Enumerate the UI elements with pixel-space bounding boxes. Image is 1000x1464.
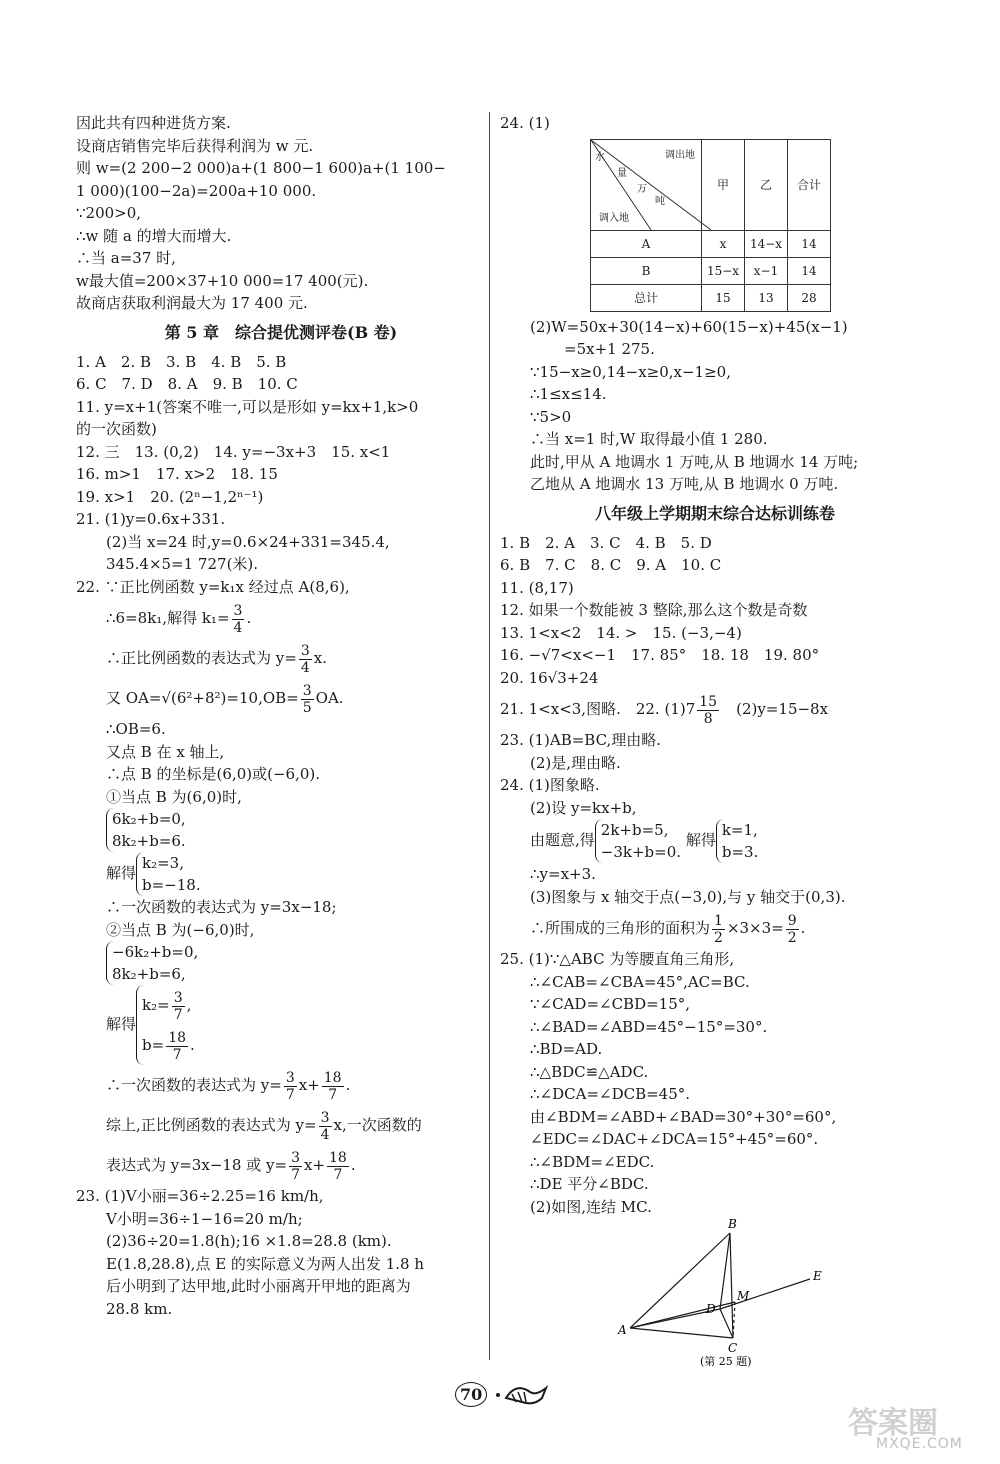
answer-line: 又点 B 在 x 轴上, <box>106 742 225 761</box>
answer-line: E(1.8,28.8),点 E 的实际意义为两人出发 1.8 h <box>106 1254 424 1273</box>
equation-system: 由题意,得 2k+b=5, −3k+b=0. 解得 k=1, b=3. <box>530 821 759 861</box>
table-row <box>591 257 831 284</box>
answer-line: 16. −√7<x<−1 17. 85° 18. 18 19. 80° <box>500 646 820 664</box>
text-line: ∴当 a=37 时, <box>76 249 176 267</box>
answer-line: 23. (1)V小丽=36÷2.25=16 km/h, <box>76 1187 324 1205</box>
table-diagonal-header <box>591 139 702 230</box>
answer-line: 此时,甲从 A 地调水 1 万吨,从 B 地调水 14 万吨; <box>530 452 859 471</box>
answer-line: 表达式为 y=3x−18 或 y= $\frac{3}{7}$ x+ $\frac{18}{7}$ . <box>106 1149 356 1183</box>
figure-caption: (第 25 题) <box>700 1355 752 1368</box>
brace: 2k+b=5, −3k+b=0. <box>595 819 681 863</box>
answer-line: ②当点 B 为(−6,0)时, <box>106 920 255 939</box>
answer-line: ∴点 B 的坐标是(6,0)或(−6,0). <box>106 765 321 783</box>
answer-line: 21. (1)y=0.6x+331. <box>76 510 226 528</box>
answer-line: ∵5>0 <box>530 407 572 426</box>
brace: −6k₂+b=0, 8k₂+b=6, <box>106 941 198 985</box>
equation-system <box>76 941 486 985</box>
answer-line: 24. (1)图象略. <box>500 776 600 794</box>
fish-logo-icon <box>492 1385 552 1404</box>
text-line: w最大值=200×37+10 000=17 400(元). <box>76 271 369 290</box>
fraction: $\frac{3}{4}$ <box>233 602 243 636</box>
answer-line: 11. y=x+1(答案不唯一,可以是形如 y=kx+1,k>0 <box>76 397 419 416</box>
answer-line: ∴OB=6. <box>106 720 166 738</box>
table-cell: A <box>591 230 702 257</box>
page-footer <box>455 1380 552 1410</box>
table-row <box>591 230 831 257</box>
fraction: $\frac{3}{7}$ <box>285 1069 295 1103</box>
answer-line: 6. C 7. D 8. A 9. B 10. C <box>76 375 298 393</box>
answer-line: ∴△BDC≌△ADC. <box>530 1062 649 1081</box>
answer-line: (2)36÷20=1.8(h);16 ×1.8=28.8 (km). <box>106 1232 392 1250</box>
answer-line: 16. m>1 17. x>2 18. 15 <box>76 465 278 483</box>
brace: k=1, b=3. <box>716 819 758 863</box>
column-header: 合计 <box>788 139 831 230</box>
section-heading: 八年级上学期期末综合达标训练卷 <box>594 503 835 523</box>
answer-line: 23. (1)AB=BC,理由略. <box>500 731 662 749</box>
fraction: $\frac{18}{7}$ <box>329 1149 347 1183</box>
answer-line: (2)W=50x+30(14−x)+60(15−x)+45(x−1) <box>530 317 848 336</box>
equation-system: 解得 k₂=3, b=−18. <box>106 854 201 894</box>
answer-line: 1. B 2. A 3. C 4. B 5. D <box>500 533 712 552</box>
point-label: B <box>728 1218 737 1231</box>
section-heading: 第 5 章 综合提优测评卷(B 卷) <box>164 322 398 342</box>
fraction: $\frac{3}{5}$ <box>302 682 312 716</box>
answer-line: 21. 1<x<3,图略. 22. (1)7 $\frac{15}{8}$ (2)y=15−8x <box>500 693 829 727</box>
text-line: 1 000)(100−2a)=200a+10 000. <box>76 181 317 200</box>
point-label: E <box>813 1269 822 1283</box>
answer-line: ∴∠BAD=∠ABD=45°−15°=30°. <box>530 1017 768 1036</box>
header-label: 调入地 <box>599 212 629 224</box>
fraction: $\frac{18}{7}$ <box>168 1029 187 1063</box>
answer-line: V小明=36÷1−16=20 m/h; <box>106 1209 303 1228</box>
text-line: ∴w 随 a 的增大而增大. <box>76 226 232 245</box>
answer-line: ∴6=8k₁,解得 k₁= $\frac{3}{4}$ . <box>106 602 252 636</box>
answer-line: ∴1≤x≤14. <box>530 385 607 403</box>
answer-line: 345.4×5=1 727(米). <box>106 555 259 573</box>
answer-line: 19. x>1 20. (2ⁿ−1,2ⁿ⁻¹) <box>76 487 264 506</box>
answer-line: 22. ∵正比例函数 y=k₁x 经过点 A(8,6), <box>76 577 350 596</box>
answer-line: 又 OA=√(6²+8²)=10,OB= $\frac{3}{5}$ OA. <box>106 682 344 716</box>
fraction: $\frac{1}{2}$ <box>714 912 723 946</box>
answer-line: 1. A 2. B 3. B 4. B 5. B <box>76 352 287 371</box>
equation-system: 解得 k₂= $\frac{3}{7}$ , b= $\frac{18}{7}$ . <box>76 985 486 1065</box>
table-row <box>591 284 831 311</box>
answer-line: ∵15−x≥0,14−x≥0,x−1≥0, <box>530 362 731 381</box>
text-line: ∵200>0, <box>76 204 142 222</box>
text-line: 设商店销售完毕后获得利润为 w 元. <box>76 136 314 155</box>
watermark-url: MXQE.COM <box>876 1436 963 1452</box>
answer-line: ∴当 x=1 时,W 取得最小值 1 280. <box>530 430 768 448</box>
answer-line: ∴一次函数的表达式为 y= $\frac{3}{7}$ x+ $\frac{18}{7}$ . <box>106 1069 351 1103</box>
fraction: $\frac{3}{7}$ <box>173 989 183 1023</box>
table-cell: 28 <box>788 284 831 311</box>
answer-line: ∴∠DCA=∠DCB=45°. <box>530 1085 691 1103</box>
answer-line: 由∠BDM=∠ABD+∠BAD=30°+30°=60°, <box>530 1107 837 1126</box>
brace: k₂= $\frac{3}{7}$ , b= $\frac{18}{7}$ . <box>136 985 195 1065</box>
answer-line: (2)如图,连结 MC. <box>530 1197 652 1216</box>
table-cell: 总计 <box>591 284 702 311</box>
answer-line: 乙地从 A 地调水 13 万吨,从 B 地调水 0 万吨. <box>530 475 839 493</box>
table-cell: x−1 <box>745 257 788 284</box>
point-label: C <box>728 1341 738 1355</box>
allocation-table <box>590 139 831 312</box>
point-label: M <box>737 1289 750 1303</box>
point-label: D <box>706 1302 716 1316</box>
header-label: 调出地 <box>665 149 695 161</box>
header-label: 万 <box>637 183 647 195</box>
answer-line: ∴所围成的三角形的面积为 $\frac{1}{2}$ ×3×3= $\frac{9}{2}$ . <box>530 912 806 946</box>
answer-line: 12. 如果一个数能被 3 整除,那么这个数是奇数 <box>500 601 808 619</box>
answer-line: 12. 三 13. (0,2) 14. y=−3x+3 15. x<1 <box>76 442 391 461</box>
geometry-figure <box>610 1218 870 1368</box>
answer-line: (2)是,理由略. <box>530 753 621 772</box>
answer-line: =5x+1 275. <box>564 340 655 358</box>
answer-line: ∴∠BDM=∠EDC. <box>530 1152 655 1171</box>
answer-line: ∴正比例函数的表达式为 y= $\frac{3}{4}$ x. <box>106 642 327 676</box>
table-cell: 15−x <box>702 257 745 284</box>
answer-line: ∠EDC=∠DAC+∠DCA=15°+45°=60°. <box>530 1130 819 1148</box>
left-column <box>76 112 486 1320</box>
answer-line: ∴y=x+3. <box>530 865 596 883</box>
answer-line: 后小明到了达甲地,此时小丽离开甲地的距离为 <box>106 1277 411 1295</box>
column-divider <box>489 112 490 1360</box>
answer-line: (2)设 y=kx+b, <box>530 798 637 817</box>
answer-line: ①当点 B 为(6,0)时, <box>106 787 242 806</box>
fraction: $\frac{3}{4}$ <box>300 642 310 676</box>
column-header: 乙 <box>745 139 788 230</box>
fraction: $\frac{9}{2}$ <box>787 912 797 946</box>
point-label: A <box>618 1323 627 1337</box>
equation-system <box>76 808 486 852</box>
answer-line: ∴DE 平分∠BDC. <box>530 1175 649 1193</box>
table-cell: 15 <box>702 284 745 311</box>
fraction: $\frac{15}{8}$ <box>699 693 718 727</box>
watermark-logo: 答案圈 <box>848 1406 938 1441</box>
text-line: 故商店获取利润最大为 17 400 元. <box>76 294 308 312</box>
answer-line: (2)当 x=24 时,y=0.6×24+331=345.4, <box>106 532 390 551</box>
answer-line: 13. 1<x<2 14. > 15. (−3,−4) <box>500 623 742 642</box>
answer-line: 28.8 km. <box>106 1299 173 1318</box>
answer-line: ∴BD=AD. <box>530 1040 603 1058</box>
answer-line: 11. (8,17) <box>500 578 574 597</box>
header-label: 水 <box>595 151 605 163</box>
answer-line: 6. B 7. C 8. C 9. A 10. C <box>500 556 722 574</box>
table-cell: 13 <box>745 284 788 311</box>
text-line: 因此共有四种进货方案. <box>76 114 231 132</box>
answer-line: 20. 16√3+24 <box>500 668 599 687</box>
brace: k₂=3, b=−18. <box>136 852 201 896</box>
header-label: 量 <box>617 167 627 179</box>
table-cell: 14 <box>788 230 831 257</box>
page-number: 70 <box>455 1382 487 1407</box>
answer-line: (3)图象与 x 轴交于点(−3,0),与 y 轴交于(0,3). <box>530 887 846 906</box>
column-header: 甲 <box>702 139 745 230</box>
table-cell: 14−x <box>745 230 788 257</box>
answer-line: ∴∠CAB=∠CBA=45°,AC=BC. <box>530 972 750 991</box>
answer-line: 24. (1) <box>500 114 550 132</box>
fraction: $\frac{3}{7}$ <box>291 1149 300 1183</box>
right-column <box>500 112 930 1368</box>
fraction: $\frac{18}{7}$ <box>323 1069 342 1103</box>
answer-line: ∵∠CAD=∠CBD=15°, <box>530 995 691 1013</box>
table-cell: x <box>702 230 745 257</box>
answer-line: 的一次函数) <box>76 420 157 438</box>
table-cell: 14 <box>788 257 831 284</box>
text-line: 则 w=(2 200−2 000)a+(1 800−1 600)a+(1 100− <box>76 159 446 177</box>
fraction: $\frac{3}{4}$ <box>320 1109 330 1143</box>
header-label: 吨 <box>655 195 665 207</box>
table-cell: B <box>591 257 702 284</box>
answer-line: 综上,正比例函数的表达式为 y= $\frac{3}{4}$ x,一次函数的 <box>106 1109 422 1143</box>
answer-line: 25. (1)∵△ABC 为等腰直角三角形, <box>500 950 735 968</box>
brace: 6k₂+b=0, 8k₂+b=6. <box>106 808 186 852</box>
answer-line: ∴一次函数的表达式为 y=3x−18; <box>106 898 337 916</box>
